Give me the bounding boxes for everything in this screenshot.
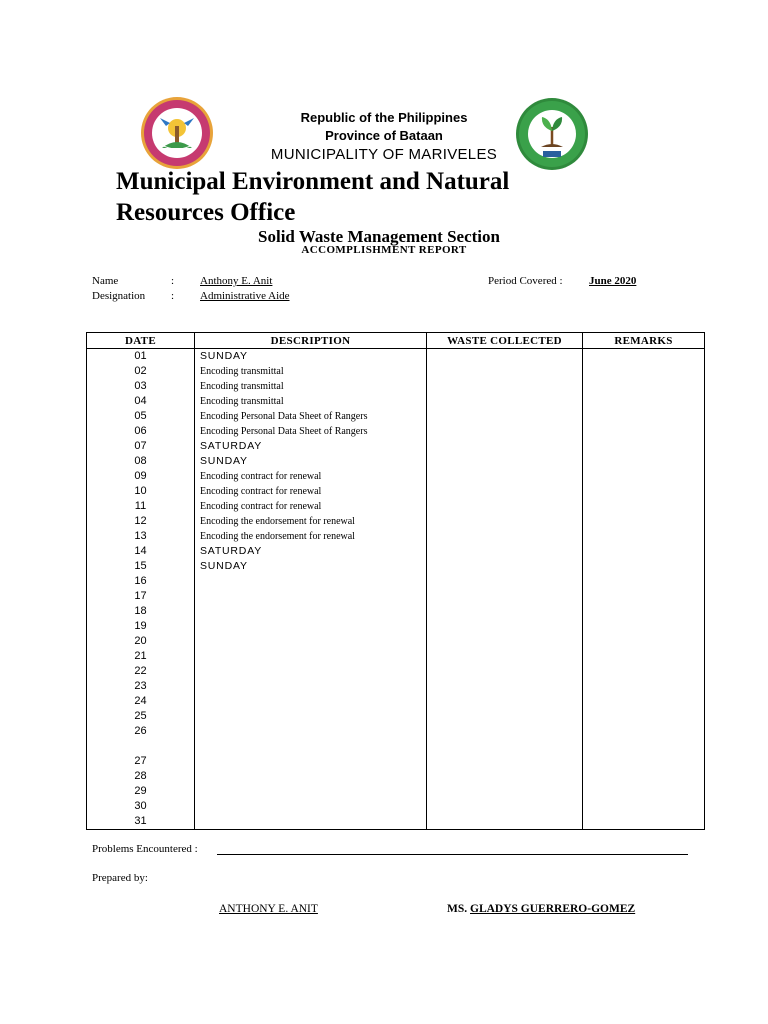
waste-collected-cell <box>427 649 583 664</box>
table-header-row <box>87 333 705 349</box>
table-row <box>87 589 705 604</box>
republic-line: Republic of the Philippines <box>300 110 468 125</box>
date-cell: 04 <box>87 394 195 409</box>
waste-collected-cell <box>427 604 583 619</box>
remarks-cell <box>583 379 705 394</box>
date-cell: 18 <box>87 604 195 619</box>
name-label: Name <box>92 275 119 287</box>
table-row <box>87 709 705 724</box>
description-cell <box>195 649 427 664</box>
waste-collected-cell <box>427 544 583 559</box>
date-column-header: DATE <box>87 333 195 349</box>
waste-collected-cell <box>427 799 583 814</box>
date-cell: 14 <box>87 544 195 559</box>
waste-collected-cell <box>427 469 583 484</box>
designation-label: Designation <box>92 290 146 302</box>
remarks-cell <box>583 559 705 574</box>
table-row <box>87 379 705 394</box>
date-cell: 24 <box>87 694 195 709</box>
designation-colon: : <box>171 290 175 302</box>
date-cell: 02 <box>87 364 195 379</box>
remarks-cell <box>583 349 705 365</box>
remarks-cell <box>583 364 705 379</box>
table-row <box>87 649 705 664</box>
prepared-by-label: Prepared by: <box>92 872 148 884</box>
date-cell: 09 <box>87 469 195 484</box>
period-label: Period Covered : <box>488 275 563 287</box>
table-row <box>87 484 705 499</box>
office-title <box>116 166 509 228</box>
table-row <box>87 439 705 454</box>
remarks-column-header: REMARKS <box>583 333 705 349</box>
table-row <box>87 454 705 469</box>
description-cell <box>195 679 427 694</box>
waste-collected-cell <box>427 679 583 694</box>
name-colon: : <box>171 275 175 287</box>
waste-collected-cell <box>427 619 583 634</box>
description-cell <box>195 784 427 799</box>
waste-collected-cell <box>427 484 583 499</box>
date-cell: 12 <box>87 514 195 529</box>
remarks-cell <box>583 574 705 589</box>
description-cell <box>195 664 427 679</box>
name-value: Anthony E. Anit <box>200 275 273 287</box>
preparer-name: ANTHONY E. ANIT <box>219 903 318 915</box>
office-title-line1: Municipal Environment and Natural <box>116 168 510 195</box>
remarks-cell <box>583 664 705 679</box>
remarks-cell <box>583 814 705 830</box>
date-cell: 11 <box>87 499 195 514</box>
table-row <box>87 424 705 439</box>
date-cell: 25 <box>87 709 195 724</box>
table-row <box>87 514 705 529</box>
date-cell: 31 <box>87 814 195 830</box>
table-row <box>87 754 705 769</box>
table-row <box>87 529 705 544</box>
remarks-cell <box>583 649 705 664</box>
remarks-cell <box>583 514 705 529</box>
approver-name: GLADYS GUERRERO-GOMEZ <box>470 903 636 915</box>
remarks-cell <box>583 409 705 424</box>
waste-collected-cell <box>427 424 583 439</box>
remarks-cell <box>583 454 705 469</box>
section-title: Solid Waste Management Section <box>258 227 500 246</box>
description-cell: SATURDAY <box>195 439 427 454</box>
date-cell: 10 <box>87 484 195 499</box>
description-cell: Encoding Personal Data Sheet of Rangers <box>195 409 427 424</box>
description-cell <box>195 754 427 769</box>
date-cell: 28 <box>87 769 195 784</box>
waste-collected-cell <box>427 514 583 529</box>
waste-collected-cell <box>427 454 583 469</box>
waste-collected-cell <box>427 574 583 589</box>
remarks-cell <box>583 769 705 784</box>
description-cell: Encoding contract for renewal <box>195 469 427 484</box>
remarks-cell <box>583 439 705 454</box>
description-cell <box>195 589 427 604</box>
description-cell <box>195 769 427 784</box>
description-cell: Encoding the endorsement for renewal <box>195 514 427 529</box>
description-cell: Encoding Personal Data Sheet of Rangers <box>195 424 427 439</box>
waste-collected-cell <box>427 529 583 544</box>
date-cell: 19 <box>87 619 195 634</box>
waste-collected-cell <box>427 769 583 784</box>
problems-line <box>217 854 688 855</box>
date-cell: 23 <box>87 679 195 694</box>
date-cell <box>87 739 195 754</box>
province-line: Province of Bataan <box>325 128 443 143</box>
table-row <box>87 739 705 754</box>
date-cell: 06 <box>87 424 195 439</box>
remarks-cell <box>583 529 705 544</box>
remarks-cell <box>583 394 705 409</box>
designation-value: Administrative Aide <box>200 290 290 302</box>
remarks-cell <box>583 619 705 634</box>
table-row <box>87 814 705 830</box>
table-row <box>87 394 705 409</box>
date-cell: 30 <box>87 799 195 814</box>
description-column-header: DESCRIPTION <box>195 333 427 349</box>
problems-label: Problems Encountered : <box>92 843 198 855</box>
description-cell <box>195 694 427 709</box>
description-cell <box>195 619 427 634</box>
accomplishment-table <box>86 332 705 830</box>
waste-collected-cell <box>427 379 583 394</box>
table-row <box>87 679 705 694</box>
table-row <box>87 784 705 799</box>
remarks-cell <box>583 709 705 724</box>
waste-collected-cell <box>427 349 583 365</box>
waste-collected-cell <box>427 709 583 724</box>
waste-collected-cell <box>427 559 583 574</box>
table-row <box>87 349 705 365</box>
date-cell: 01 <box>87 349 195 365</box>
remarks-cell <box>583 694 705 709</box>
table-row <box>87 799 705 814</box>
waste-collected-column-header: WASTE COLLECTED <box>427 333 583 349</box>
description-cell <box>195 634 427 649</box>
remarks-cell <box>583 799 705 814</box>
description-cell <box>195 574 427 589</box>
date-cell: 20 <box>87 634 195 649</box>
waste-collected-cell <box>427 739 583 754</box>
waste-collected-cell <box>427 439 583 454</box>
date-cell: 29 <box>87 784 195 799</box>
remarks-cell <box>583 499 705 514</box>
remarks-cell <box>583 724 705 739</box>
approver-signature <box>447 903 635 915</box>
waste-collected-cell <box>427 664 583 679</box>
waste-collected-cell <box>427 589 583 604</box>
waste-collected-cell <box>427 754 583 769</box>
table-row <box>87 619 705 634</box>
date-cell: 13 <box>87 529 195 544</box>
report-title: ACCOMPLISHMENT REPORT <box>301 244 467 256</box>
table-row <box>87 559 705 574</box>
description-cell <box>195 724 427 739</box>
date-cell: 15 <box>87 559 195 574</box>
waste-collected-cell <box>427 814 583 830</box>
table-row <box>87 724 705 739</box>
description-cell <box>195 604 427 619</box>
waste-collected-cell <box>427 499 583 514</box>
description-cell: Encoding transmittal <box>195 394 427 409</box>
remarks-cell <box>583 469 705 484</box>
table-row <box>87 409 705 424</box>
table-body <box>87 349 705 830</box>
table-row <box>87 634 705 649</box>
description-cell <box>195 739 427 754</box>
date-cell: 27 <box>87 754 195 769</box>
description-cell: Encoding transmittal <box>195 379 427 394</box>
description-cell: SUNDAY <box>195 454 427 469</box>
date-cell: 21 <box>87 649 195 664</box>
table-row <box>87 499 705 514</box>
waste-collected-cell <box>427 634 583 649</box>
description-cell: Encoding contract for renewal <box>195 499 427 514</box>
description-cell: Encoding transmittal <box>195 364 427 379</box>
remarks-cell <box>583 739 705 754</box>
description-cell: SUNDAY <box>195 559 427 574</box>
waste-collected-cell <box>427 784 583 799</box>
waste-collected-cell <box>427 364 583 379</box>
date-cell: 17 <box>87 589 195 604</box>
remarks-cell <box>583 604 705 619</box>
table-row <box>87 604 705 619</box>
remarks-cell <box>583 484 705 499</box>
description-cell: SATURDAY <box>195 544 427 559</box>
remarks-cell <box>583 679 705 694</box>
remarks-cell <box>583 754 705 769</box>
period-value: June 2020 <box>589 275 637 287</box>
waste-collected-cell <box>427 694 583 709</box>
approver-prefix: MS. <box>447 903 468 915</box>
date-cell: 08 <box>87 454 195 469</box>
table-row <box>87 544 705 559</box>
description-cell <box>195 709 427 724</box>
remarks-cell <box>583 784 705 799</box>
remarks-cell <box>583 424 705 439</box>
remarks-cell <box>583 544 705 559</box>
table-row <box>87 769 705 784</box>
date-cell: 05 <box>87 409 195 424</box>
description-cell <box>195 799 427 814</box>
description-cell: SUNDAY <box>195 349 427 365</box>
table-row <box>87 664 705 679</box>
description-cell: Encoding contract for renewal <box>195 484 427 499</box>
description-cell <box>195 814 427 830</box>
date-cell: 26 <box>87 724 195 739</box>
table-row <box>87 469 705 484</box>
table-row <box>87 364 705 379</box>
office-title-line2: Resources Office <box>116 199 296 226</box>
date-cell: 07 <box>87 439 195 454</box>
waste-collected-cell <box>427 409 583 424</box>
table-row <box>87 574 705 589</box>
description-cell: Encoding the endorsement for renewal <box>195 529 427 544</box>
waste-collected-cell <box>427 724 583 739</box>
date-cell: 22 <box>87 664 195 679</box>
table-row <box>87 694 705 709</box>
remarks-cell <box>583 634 705 649</box>
waste-collected-cell <box>427 394 583 409</box>
date-cell: 03 <box>87 379 195 394</box>
date-cell: 16 <box>87 574 195 589</box>
remarks-cell <box>583 589 705 604</box>
municipality-line: MUNICIPALITY OF MARIVELES <box>270 146 498 163</box>
